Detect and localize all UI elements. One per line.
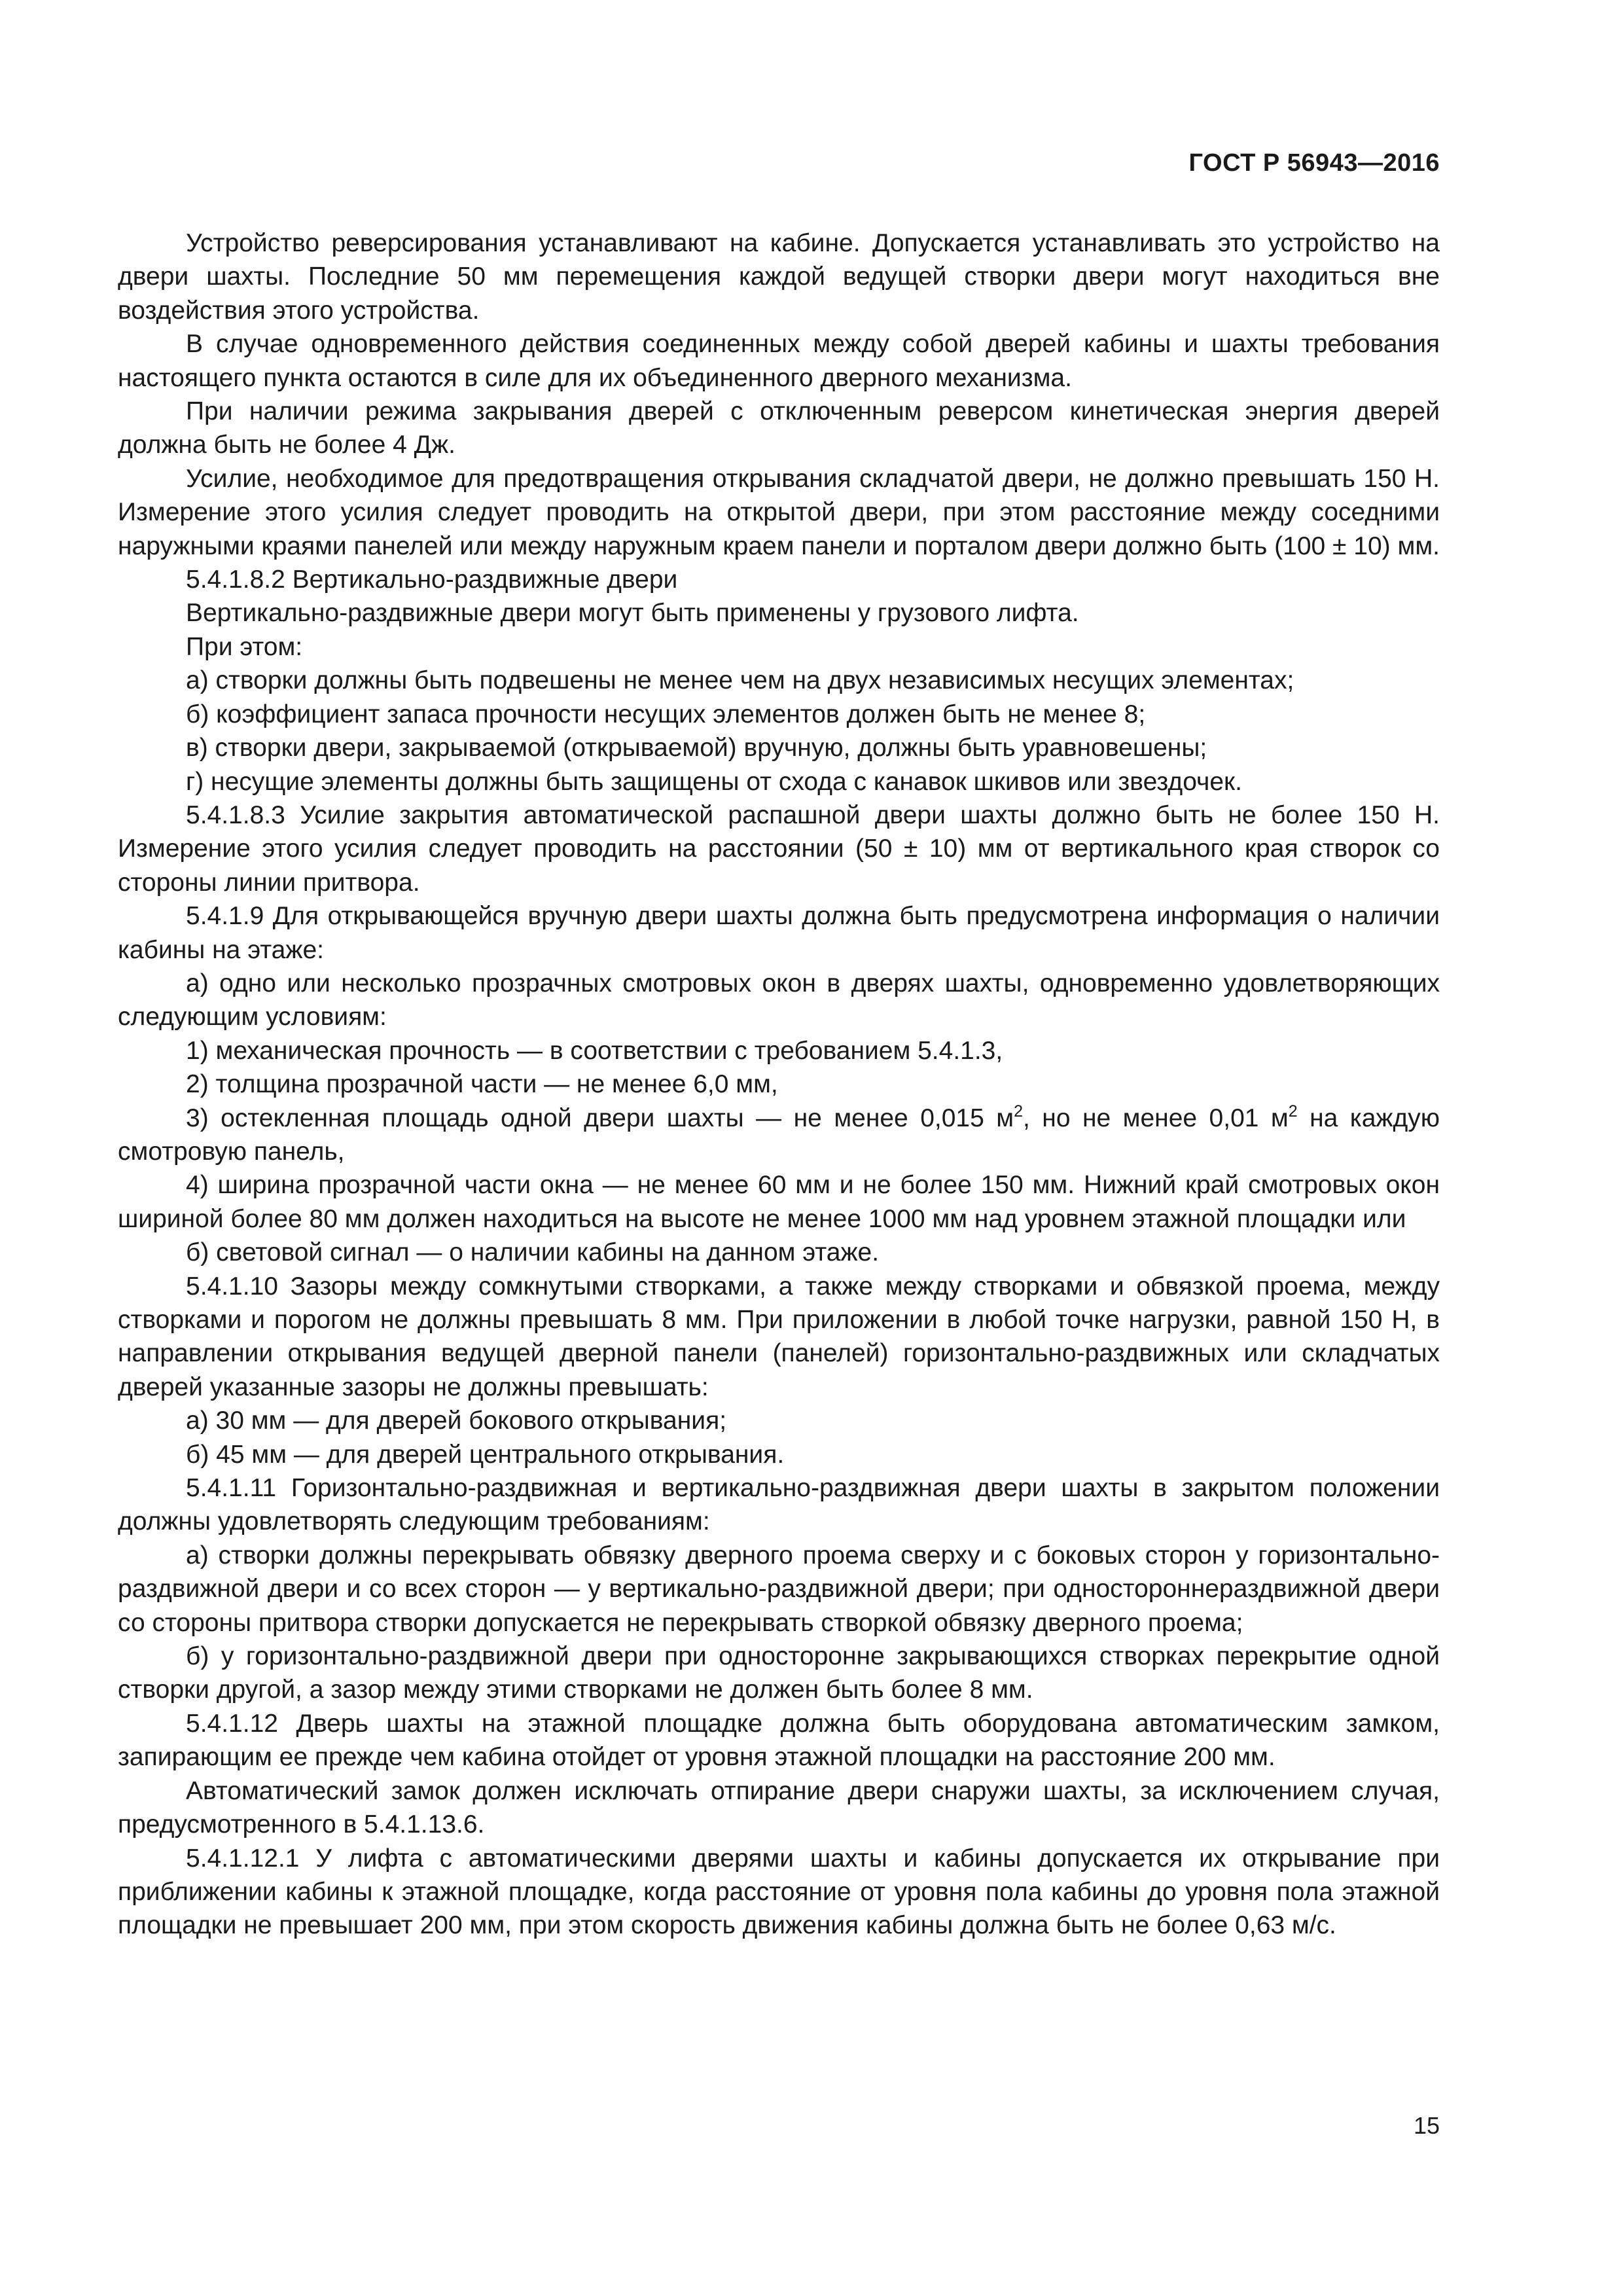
paragraph: 5.4.1.9 Для открывающейся вручную двери шахты должна быть предусмотрена информация о наличии кабины на этаже: [118,902,1440,964]
text-segment: 3) остекленная площадь одной двери шахты — не менее 0,015 м [186,1103,1014,1132]
paragraph: 5.4.1.12 Дверь шахты на этажной площадке должна быть оборудована автоматическим замком, запирающим ее прежде чем кабина отойдет от уровня этажной площадки на расстояние 200 мм. [118,1709,1440,1772]
paragraph: 5.4.1.10 Зазоры между сомкнутыми створками, а также между створками и обвязкой проема, между створками и порогом не должны превышать 8 мм. При приложении в любой точке нагрузки, равной 150 Н, в направлении открывания ведущей дверной панели (панелей) горизонтально-раздвижных или складчатых дверей указанные зазоры не должны превышать: [118,1272,1440,1401]
body-text [118,226,1440,1943]
list-item: в) створки двери, закрываемой (открываемой) вручную, должны быть уравновешены; [186,734,1207,762]
superscript: 2 [1014,1102,1023,1121]
list-item: а) одно или несколько прозрачных смотровых окон в дверях шахты, одновременно удовлетворяющих следующим условиям: [118,969,1440,1031]
paragraph: 5.4.1.8.3 Усилие закрытия автоматической распашной двери шахты должно быть не более 150 Н. Измерение этого усилия следует проводить на расстоянии (50 ± 10) мм от вертикального края створок со стороны линии притвора. [118,800,1440,897]
list-item: а) створки должны быть подвешены не менее чем на двух независимых несущих элементах; [186,666,1294,695]
list-item: б) у горизонтально-раздвижной двери при односторонне закрывающихся створках перекрытие одной створки другой, а зазор между этими створками не должен быть более 8 мм. [118,1642,1440,1704]
superscript: 2 [1288,1102,1298,1121]
paragraph: 5.4.1.12.1 У лифта с автоматическими дверями шахты и кабины допускается их открывание при приближении кабины к этажной площадке, когда расстояние от уровня пола кабины до уровня пола этажной площадки не превышает 200 мм, при этом скорость движения кабины должна быть не более 0,63 м/с. [118,1844,1440,1940]
list-item: 4) ширина прозрачной части окна — не менее 60 мм и не более 150 мм. Нижний край смотровых окон шириной более 80 мм должен находиться на высоте не менее 1000 мм над уровнем этажной площадки или [118,1171,1440,1233]
list-item: а) створки должны перекрывать обвязку дверного проема сверху и с боковых сторон у горизонтально-раздвижной двери и со всех сторон — у вертикально-раздвижной двери; при одностороннераздвижной двери со стороны притвора створки допускается не перекрывать створкой обвязку дверного проема; [118,1541,1440,1637]
list-item: 2) толщина прозрачной части — не менее 6,0 мм, [186,1070,778,1099]
paragraph: Вертикально-раздвижные двери могут быть применены у грузового лифта. [186,599,1079,628]
list-item: б) коэффициент запаса прочности несущих элементов должен быть не менее 8; [186,700,1146,728]
list-item: а) 30 мм — для дверей бокового открывания; [186,1407,727,1435]
list-item: 1) механическая прочность — в соответствии с требованием 5.4.1.3, [186,1036,1003,1065]
paragraph: При наличии режима закрывания дверей с отключенным реверсом кинетическая энергия дверей должна быть не более 4 Дж. [118,397,1440,459]
paragraph: В случае одновременного действия соединенных между собой дверей кабины и шахты требования настоящего пункта остаются в силе для их объединенного дверного механизма. [118,330,1440,392]
paragraph: Усилие, необходимое для предотвращения открывания складчатой двери, не должно превышать 150 Н. Измерение этого усилия следует проводить на открытой двери, при этом расстояние между соседними наружными краями панелей или между наружным краем панели и порталом двери должно быть (100 ± 10) мм. [118,464,1440,560]
document-code-header: ГОСТ Р 56943—2016 [1188,149,1440,177]
paragraph: Автоматический замок должен исключать отпирание двери снаружи шахты, за исключением случая, предусмотренного в 5.4.1.13.6. [118,1776,1440,1839]
paragraph: При этом: [186,632,303,661]
paragraph: 5.4.1.11 Горизонтально-раздвижная и вертикально-раздвижная двери шахты в закрытом положении должны удовлетворять следующим требованиям: [118,1474,1440,1536]
section-heading: 5.4.1.8.2 Вертикально-раздвижные двери [186,565,678,594]
list-item-glazed-area [118,1102,1440,1169]
list-item: б) световой сигнал — о наличии кабины на данном этаже. [186,1238,880,1267]
text-segment: , но не менее 0,01 м [1022,1103,1289,1132]
paragraph: Устройство реверсирования устанавливают на кабине. Допускается устанавливать это устройство на двери шахты. Последние 50 мм перемещения каждой ведущей створки двери могут находиться вне воздействия этого устройства. [118,229,1440,325]
list-item: б) 45 мм — для дверей центрального открывания. [186,1440,785,1469]
page-number: 15 [1413,2112,1440,2139]
text-segment: на каждую смотровую панель, [118,1103,1440,1166]
list-item: г) несущие элементы должны быть защищены от схода с канавок шкивов или звездочек. [186,767,1242,796]
